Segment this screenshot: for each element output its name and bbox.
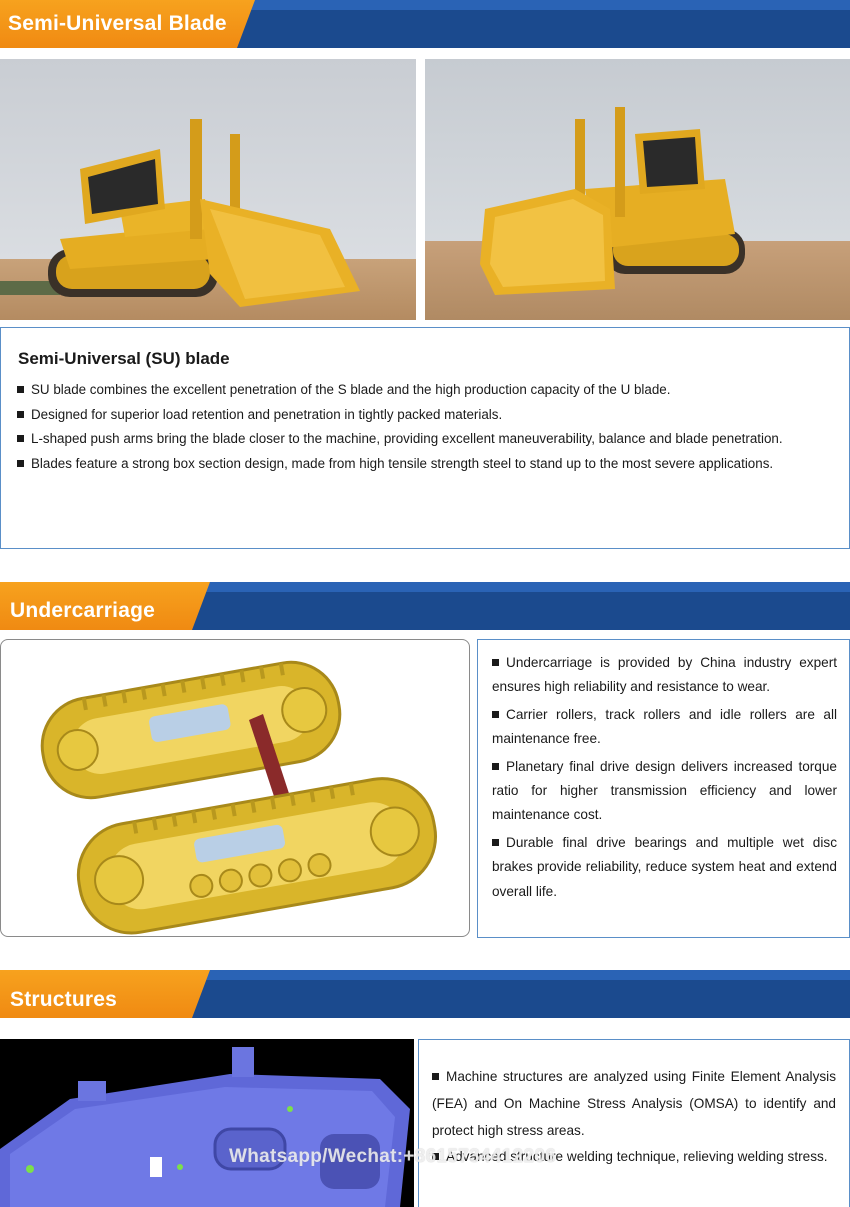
section-header-structures <box>0 970 850 1018</box>
bullet-square-icon <box>17 460 24 467</box>
bullet-square-icon <box>432 1073 439 1080</box>
list-item: Carrier rollers, track rollers and idle rollers are all maintenance free. <box>492 706 837 747</box>
list-item: Advanced structure welding technique, relieving welding stress. <box>432 1144 836 1169</box>
section-title: Semi-Universal Blade <box>8 12 227 35</box>
list-item: Planetary final drive design delivers increased torque ratio for higher transmission efficiency and lower maintenance cost. <box>492 758 837 823</box>
bulldozer-photo-left <box>0 59 416 320</box>
section-title: Structures <box>10 988 118 1011</box>
undercarriage-illustration <box>0 639 470 937</box>
list-item: Durable final drive bearings and multiple wet disc brakes provide reliability, reduce system heat and extend overall life. <box>492 834 837 899</box>
bullet-square-icon <box>17 386 24 393</box>
section-header-blade <box>0 0 850 48</box>
bulldozer-photo-right <box>425 59 850 320</box>
blade-subtitle: Semi-Universal (SU) blade <box>18 349 230 368</box>
list-item: Machine structures are analyzed using Finite Element Analysis (FEA) and On Machine Stress Analysis (OMSA) to identify and protect high stress areas. <box>432 1069 836 1138</box>
bullet-square-icon <box>492 763 499 770</box>
bullet-square-icon <box>17 411 24 418</box>
list-item: Blades feature a strong box section design, made from high tensile strength steel to stand up to the most severe applications. <box>17 453 832 475</box>
list-item: L-shaped push arms bring the blade closer to the machine, providing excellent maneuverability, balance and blade penetration. <box>17 428 832 450</box>
list-item: Undercarriage is provided by China industry expert ensures high reliability and resistance to wear. <box>492 655 837 695</box>
fea-structure-image <box>0 1039 414 1207</box>
bullet-square-icon <box>492 711 499 718</box>
section-header-undercarriage <box>0 582 850 630</box>
list-item: SU blade combines the excellent penetration of the S blade and the high production capacity of the U blade. <box>17 379 832 401</box>
bullet-square-icon <box>17 435 24 442</box>
section-title: Undercarriage <box>10 599 155 622</box>
blade-bullet-list <box>17 379 832 477</box>
bullet-square-icon <box>492 839 499 846</box>
bullet-square-icon <box>492 659 499 666</box>
contact-watermark: Whatsapp/Wechat:+8615734412206 <box>229 1146 557 1167</box>
list-item: Designed for superior load retention and penetration in tightly packed materials. <box>17 404 832 426</box>
undercarriage-bullet-list <box>492 651 837 904</box>
